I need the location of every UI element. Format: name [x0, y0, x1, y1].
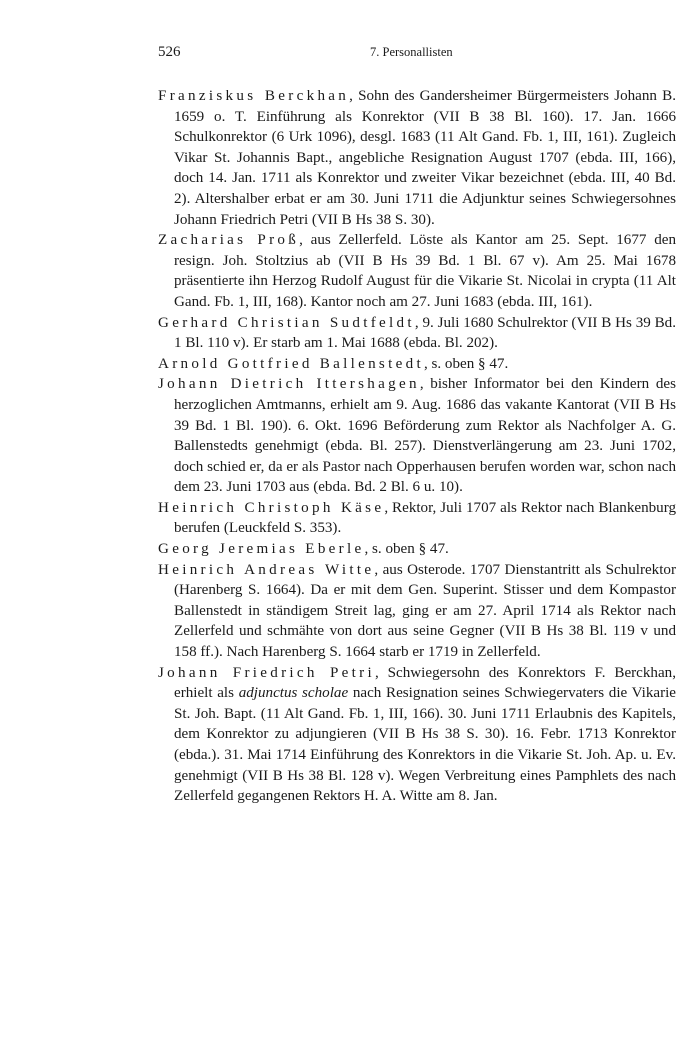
personnel-list — [158, 86, 676, 807]
entry-ballenstedt — [158, 354, 676, 375]
entry-name: Johann Dietrich Ittershagen — [158, 376, 420, 393]
entry-text: , bisher Informator bei den Kindern des herzoglichen Amtmanns, erhielt am 9. Aug. 1686 das vakante Kantorat (VII B Hs 39 Bd. 1 Bl. 190). 6. Okt. 1696 Beförderung zum Rektor als Nachfolger A. G. Ballenstedts genehmigt (ebda. Bl. 257). Dienstverlängerung am 23. Juni 1702, doch schied er, da er als Pastor nach Opperhausen berufen worden war, schon nach dem 23. Juni 1703 aus (ebda. Bd. 2 Bl. 6 u. 10). — [174, 376, 676, 496]
entry-ittershagen — [158, 374, 676, 498]
entry-name: Heinrich Andreas Witte — [158, 561, 375, 578]
entry-text: , Sohn des Gandersheimer Bürgermeisters Johann B. 1659 o. T. Einführung als Konrektor (VII B 38 Bl. 160). 17. Jan. 1666 Schulkonrektor (6 Urk 1096), desgl. 1683 (11 Alt Gand. Fb. 1, III, 161). Zugleich Vikar St. Johannis Bapt., angebliche Resignation August 1707 (ebda. III, 166), doch 14. Jan. 1711 als Konrektor und zweiter Vikar bezeichnet (ebda. III, 40 Bd. 2). Altershalber erbat er am 30. Juni 1711 die Adjunktur seines Schwiegersohnes Johann Friedrich Petri (VII B Hs 38 S. 30). — [174, 88, 676, 228]
entry-text: , 9. Juli 1680 Schulrektor (VII B Hs 39 Bd. 1 Bl. 110 v). Er starb am 1. Mai 1688 (ebda. Bl. 202). — [174, 314, 676, 352]
entry-text: , aus Osterode. 1707 Dienstantritt als Schulrektor (Harenberg S. 1664). Da er mit dem Gen. Superint. Stisser und dem Kompastor Ballenstedt in ständigem Streit lag, ging er am 27. April 1714 als Rektor nach Zellerfeld und schmähte von dort aus seine Gegner (VII B Hs 38 Bl. 119 v und 158 ff.). Nach Harenberg S. 1664 starb er 1719 in Zellerfeld. — [174, 561, 676, 661]
entry-text: , s. oben § 47. — [364, 541, 449, 558]
entry-name: Franziskus Berckhan — [158, 88, 350, 104]
entry-petri — [158, 663, 676, 807]
entry-name: Johann Friedrich Petri — [158, 664, 375, 681]
entry-name: Gerhard Christian Sudtfeldt — [158, 314, 415, 331]
entry-eberle — [158, 539, 676, 560]
entry-name: Zacharias Proß — [158, 232, 300, 249]
running-head: 7. Personallisten — [370, 45, 453, 59]
entry-witte — [158, 560, 676, 663]
entry-name: Georg Jeremias Eberle — [158, 541, 365, 558]
entry-kaese — [158, 498, 676, 539]
entry-italic-term: adjunctus scholae — [238, 685, 349, 702]
entry-text: nach Resignation seines Schwiegervaters die Vikarie St. Joh. Bapt. (11 Alt Gand. Fb. 1, III, 166). 30. Juni 1711 Erlaubnis des Kapitels, dem Konrektor zu adjungieren (VII B Hs 38 S. 30). 16. Febr. 1713 Konrektor (ebda.). 31. Mai 1714 Einführung des Konrektors in die Vikarie St. Joh. Ap. u. Ev. genehmigt (VII B Hs 38 Bl. 128 v). Wegen Verbreitung eines Pamphlets des nach Zellerfeld gegangenen Rektors H. A. Witte am 8. Jan. — [174, 685, 676, 805]
page-header — [158, 44, 676, 64]
entry-name: Heinrich Christoph Käse — [158, 499, 385, 516]
entry-text: , s. oben § 47. — [423, 355, 509, 372]
entry-sudtfeldt — [158, 313, 676, 354]
page-number: 526 — [158, 44, 181, 60]
entry-text: , Rektor, Juli 1707 als Rektor nach Blankenburg berufen (Leuckfeld S. 353). — [174, 499, 677, 537]
entry-text: , aus Zellerfeld. Löste als Kantor am 25. Sept. 1677 den resign. Joh. Stoltzius ab (VII B Hs 39 Bd. 1 Bl. 67 v). Am 25. Mai 1678 präsentierte ihn Herzog Rudolf August für die Vikarie St. Nicolai in crypta (11 Alt Gand. Fb. 1, III, 168). Kantor noch am 27. Juni 1683 (ebda. III, 161). — [174, 232, 676, 310]
entry-berckhan — [158, 86, 676, 230]
entry-text: , Schwiegersohn des Konrektors F. Berckhan, erhielt als — [174, 664, 676, 702]
entry-pross — [158, 230, 676, 312]
entry-name: Arnold Gottfried Ballenstedt — [158, 355, 424, 372]
